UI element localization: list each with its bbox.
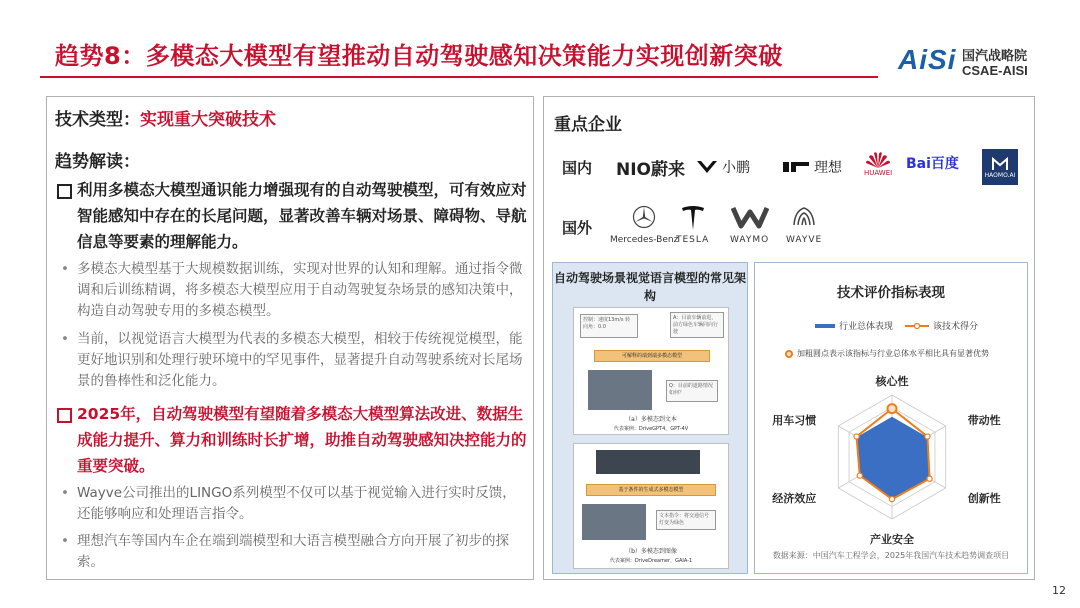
answer-box: A：目前车辆前进，前方绿色车辆同向行驶 bbox=[670, 312, 724, 338]
logo-cn-text: 国汽战略院 bbox=[962, 49, 1028, 64]
radar-axis-label: 核心性 bbox=[875, 375, 909, 388]
logo-aisi-text: AiSi bbox=[898, 44, 957, 75]
series-tech-point bbox=[927, 476, 932, 481]
haomo-text: HAOMO.AI bbox=[984, 171, 1016, 179]
waymo-logo bbox=[730, 205, 769, 245]
radar-axis-label: 经济效应 bbox=[772, 492, 817, 505]
nio-logo: NIO蔚来 bbox=[616, 160, 686, 180]
lixiang-logo bbox=[782, 157, 842, 177]
xpeng-logo bbox=[696, 157, 750, 177]
mercedes-logo bbox=[610, 205, 678, 245]
waymo-icon bbox=[731, 205, 769, 229]
logo-en-text: CSAE-AISI bbox=[962, 63, 1028, 78]
legend-tech-label: 该技术得分 bbox=[933, 322, 979, 332]
data-source: 数据来源：中国汽车工程学会，2025年我国汽车技术趋势调查项目 bbox=[772, 551, 1010, 560]
mercedes-icon bbox=[632, 205, 656, 229]
haomo-icon bbox=[991, 156, 1009, 172]
legend-note-text: 加粗圆点表示该指标与行业总体水平相比具有显著优势 bbox=[797, 349, 989, 358]
tesla-text: TESLA bbox=[676, 235, 710, 245]
foreign-label: 国外 bbox=[562, 219, 593, 237]
series-tech-point bbox=[925, 434, 930, 439]
wayve-icon bbox=[791, 205, 817, 229]
huawei-logo bbox=[864, 151, 892, 177]
control-output-box: 控制：速度13m/s 转向角：0.0 bbox=[580, 314, 638, 338]
tesla-icon bbox=[681, 205, 705, 231]
aisi-logo bbox=[898, 42, 1048, 82]
caption-b: （b）多模态到图像 bbox=[625, 548, 677, 555]
mercedes-text: Mercedes-Benz bbox=[610, 235, 679, 245]
multimodal-to-text-diagram bbox=[573, 307, 729, 435]
sub-point-1: • 多模态大模型基于大规模数据训练，实现对世界的认知和理解。通过指令微调和后训练精调，将多模态大模型应用于自动驾驶复杂场景的感知决策中，构造自动驾驶专用的多模态模型。 bbox=[55, 259, 529, 322]
radar-axis-label: 创新性 bbox=[967, 492, 1001, 505]
road-photo-1 bbox=[588, 370, 652, 410]
generative-model-bar: 基于条件的生成式多模态模型 bbox=[586, 484, 716, 496]
text-instruction-box: 文本指令：将交通信号灯变为绿色 bbox=[656, 510, 716, 530]
waymo-text: WAYMO bbox=[730, 235, 770, 245]
trend-analysis-panel bbox=[46, 96, 534, 580]
haomo-logo bbox=[982, 149, 1018, 185]
baidu-text: Bai百度 bbox=[906, 156, 959, 172]
tech-type-value: 实现重大突破技术 bbox=[140, 110, 276, 130]
lixiang-icon bbox=[782, 160, 810, 174]
multimodal-to-image-diagram bbox=[573, 443, 729, 569]
tech-type bbox=[55, 105, 276, 130]
series-tech-point bbox=[888, 404, 897, 413]
key-companies-panel bbox=[543, 96, 1035, 580]
series-tech-point bbox=[857, 473, 862, 478]
interpretable-model-bar: 可解释的端到端多模态模型 bbox=[594, 350, 710, 362]
caption-a: （a）多模态到文本 bbox=[625, 416, 677, 423]
question-box: Q：目前的道路情况如何？ bbox=[666, 380, 718, 402]
radar-plot bbox=[755, 263, 1029, 575]
key-companies-title: 重点企业 bbox=[554, 115, 622, 135]
legend-industry-label: 行业总体表现 bbox=[839, 322, 894, 332]
huawei-text: HUAWEI bbox=[864, 169, 893, 177]
radar-axis-label: 带动性 bbox=[967, 414, 1001, 427]
sub-point-4: • 理想汽车等国内车企在端到端模型和大语言模型融合方向开展了初步的探索。 bbox=[55, 531, 529, 573]
sub-point-2: • 当前，以视觉语言大模型为代表的多模态大模型，相较于传统视觉模型，能更好地识别和处理行驶环境中的罕见事件，显著提升自动驾驶系统对长尾场景的鲁棒性和泛化能力。 bbox=[55, 329, 529, 392]
sub-point-3: • Wayve公司推出的LINGO系列模型不仅可以基于视觉输入进行实时反馈，还能够响应和处理语言指令。 bbox=[55, 483, 529, 525]
architecture-figure bbox=[552, 262, 748, 574]
series-tech-point bbox=[889, 497, 894, 502]
wayve-text: WAYVE bbox=[786, 235, 823, 245]
key-point-1: 利用多模态大模型通识能力增强现有的自动驾驶模型，可有效应对智能感知中存在的长尾问题，显著改善车辆对场景、障碍物、导航信息等要素的理解能力。 bbox=[55, 177, 529, 255]
generated-frames bbox=[596, 450, 700, 474]
xpeng-icon bbox=[696, 160, 718, 174]
huawei-icon bbox=[865, 151, 891, 169]
xpeng-text: 小鹏 bbox=[722, 160, 750, 176]
title-underline bbox=[40, 76, 878, 78]
radar-axis-label: 用车习惯 bbox=[772, 414, 817, 427]
chart-title: 技术评价指标表现 bbox=[837, 285, 945, 301]
road-photo-2 bbox=[582, 504, 646, 540]
wayve-logo bbox=[786, 205, 822, 245]
radar-axis-label: 产业安全 bbox=[870, 533, 914, 546]
lixiang-text: 理想 bbox=[814, 160, 842, 176]
cases-b: 代表案例：DriveDreamer，GAIA-1 bbox=[609, 558, 693, 564]
cases-a: 代表案例：DriveGPT4，GPT-4V bbox=[613, 426, 689, 432]
page-title: 趋势8：多模态大模型有望推动自动驾驶感知决策能力实现创新突破 bbox=[55, 42, 783, 70]
key-point-2: 2025年，自动驾驶模型有望随着多模态大模型算法改进、数据生成能力提升、算力和训练时长扩增，助推自动驾驶感知决控能力的重要突破。 bbox=[55, 401, 529, 479]
series-tech-point bbox=[854, 434, 859, 439]
tesla-logo bbox=[676, 205, 709, 245]
tech-type-label: 技术类型： bbox=[55, 110, 140, 130]
domestic-label: 国内 bbox=[562, 159, 593, 177]
evaluation-chart bbox=[754, 262, 1028, 574]
page-number: 12 bbox=[1052, 584, 1066, 597]
trend-heading: 趋势解读： bbox=[55, 152, 140, 172]
architecture-title: 自动驾驶场景视觉语言模型的常见架构 bbox=[553, 271, 746, 303]
baidu-logo bbox=[906, 153, 959, 173]
